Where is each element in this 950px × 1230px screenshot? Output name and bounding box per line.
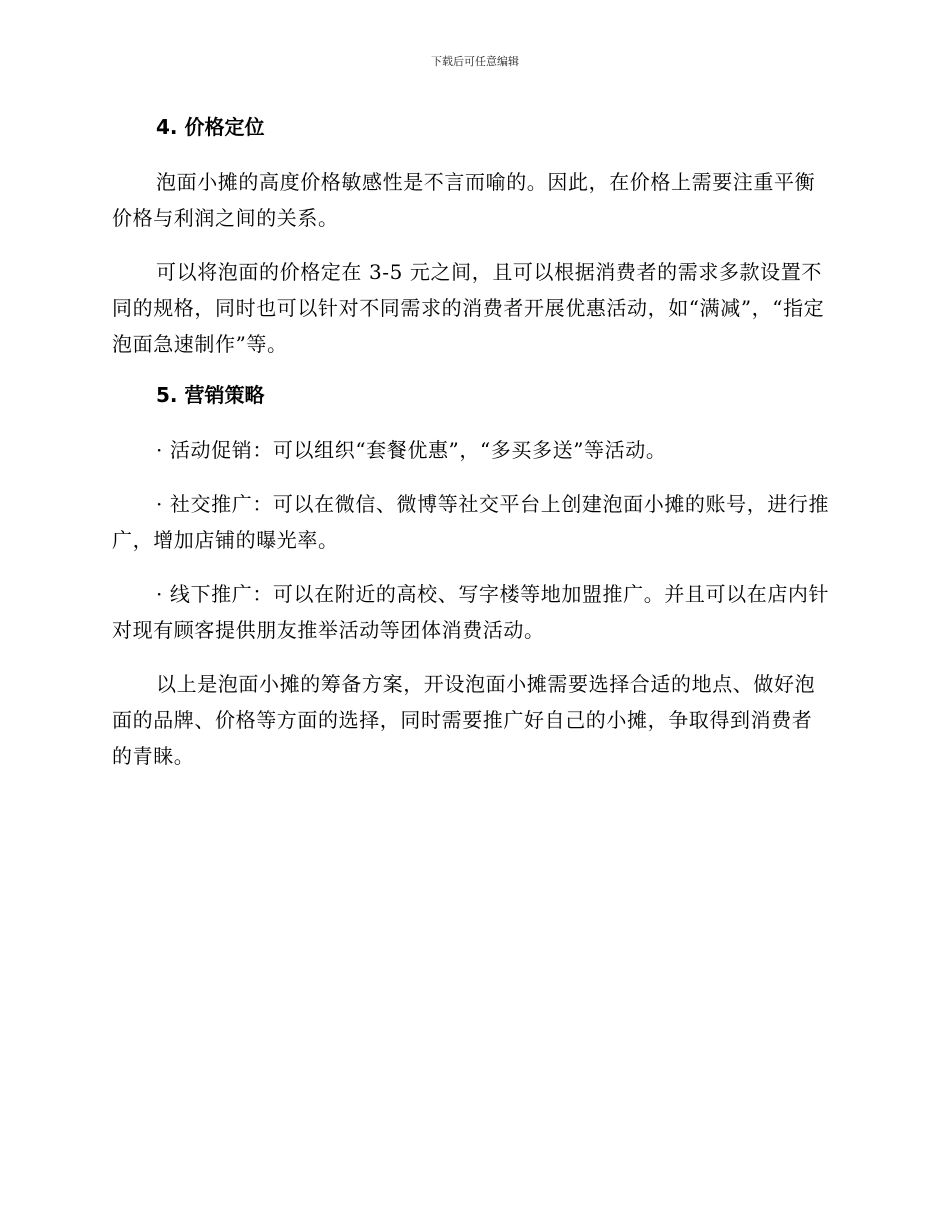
- bullet-offline-promotion: · 线下推广：可以在附近的高校、写字楼等地加盟推广。并且可以在店内针对现有顾客提供朋友推举活动等团体消费活动。: [112, 582, 830, 642]
- bullet-activity-promotion: · 活动促销：可以组织“套餐优惠”，“多买多送”等活动。: [156, 438, 667, 462]
- section-heading-marketing: 5. 营销策略: [156, 383, 265, 407]
- page-header: 下载后可任意编辑: [431, 55, 519, 68]
- paragraph-price-sensitivity: 泡面小摊的高度价格敏感性是不言而喻的。因此，在价格上需要注重平衡价格与利润之间的关系。: [112, 170, 816, 230]
- document-body: [112, 112, 832, 792]
- section-heading-price: 4. 价格定位: [156, 115, 265, 139]
- paragraph-conclusion: 以上是泡面小摊的筹备方案，开设泡面小摊需要选择合适的地点、做好泡面的品牌、价格等方面的选择，同时需要推广好自己的小摊，争取得到消费者的青睐。: [112, 672, 816, 768]
- bullet-social-promotion: · 社交推广：可以在微信、微博等社交平台上创建泡面小摊的账号，进行推广，增加店铺的曝光率。: [112, 492, 830, 552]
- paragraph-price-range: 可以将泡面的价格定在 3-5 元之间，且可以根据消费者的需求多款设置不同的规格，同时也可以针对不同需求的消费者开展优惠活动，如“满减”，“指定泡面急速制作”等。: [112, 260, 825, 356]
